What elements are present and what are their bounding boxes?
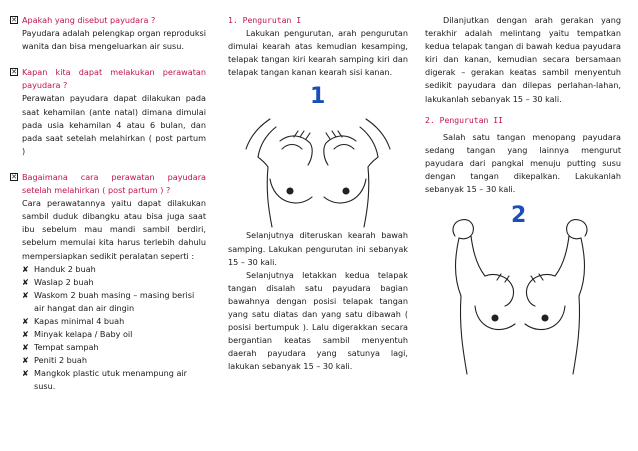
- column-2: [228, 14, 408, 374]
- massage-illustration-2: [425, 196, 621, 376]
- figure-number: 2: [511, 203, 527, 229]
- question-1: [10, 14, 206, 27]
- paragraph: Selanjutnya diteruskan kearah bawah samping. Lakukan pengurutan ini sebanyak 15 – 30 kali.: [228, 230, 408, 267]
- paragraph: Salah satu tangan menopang payudara sedang tangan yang lainnya mengurut payudara dari pangkal menuju putting susu dengan tangan dikepalkan. Lakukanlah sebanyak 15 – 30 kali.: [425, 131, 621, 195]
- list-item: ✘ Peniti 2 buah: [22, 354, 206, 367]
- answer-1: Payudara adalah pelengkap organ reproduksi wanita dan bisa mengeluarkan air susu.: [22, 28, 206, 52]
- cross-bullet-icon: ✘: [22, 329, 29, 340]
- cross-bullet-icon: ✘: [22, 355, 29, 366]
- figure-number: 1: [310, 84, 326, 110]
- question-2: [10, 66, 206, 92]
- list-item: ✘ Waslap 2 buah: [22, 276, 206, 289]
- cross-bullet-icon: ✘: [22, 315, 29, 326]
- section-heading-2: 2. Pengurutan II: [425, 114, 503, 125]
- section-heading-1: 1. Pengurutan I: [228, 15, 302, 25]
- checkbox-icon: ✕: [11, 68, 17, 77]
- cross-bullet-icon: ✘: [22, 342, 29, 353]
- cross-bullet-icon: ✘: [22, 289, 29, 300]
- column-1: [10, 14, 206, 394]
- list-item: ✘ Handuk 2 buah: [22, 263, 206, 276]
- checkbox-icon: ✕: [11, 16, 17, 24]
- massage-illustration-1: [228, 79, 408, 229]
- list-item: ✘ Minyak kelapa / Baby oil: [22, 328, 206, 341]
- list-item: ✘ Kapas minimal 4 buah: [22, 315, 206, 328]
- cross-bullet-icon: ✘: [22, 368, 29, 379]
- question-2-text: Kapan kita dapat melakukan perawatan payudara ?: [22, 67, 206, 91]
- paragraph: Selanjutnya letakkan kedua telapak tangan disalah satu payudara bagian bawahnya dengan posisi telapak tangan yang satu diatas dan yang satu dibawah ( posisi bertumpuk ). Lalu digerakkan secara bergantian keatas sambil menyentuh daerah payudara yang satunya lagi, lakukan sebanyak 15 – 30 kali.: [228, 269, 408, 372]
- cross-bullet-icon: ✘: [22, 276, 29, 287]
- question-1-text: Apakah yang disebut payudara ?: [22, 15, 156, 25]
- list-item: ✘ Waskom 2 buah masing – masing berisi air hangat dan air dingin: [22, 289, 195, 313]
- column-3: [425, 14, 621, 376]
- equipment-list: [10, 263, 206, 394]
- answer-2: Perawatan payudara dapat dilakukan pada saat kehamilan (ante natal) dimana dimulai pada usia kehamilan 4 atau 6 bulan, dan pada saat setelah melahirkan ( post partum ): [22, 93, 206, 156]
- question-3-text: Bagaimana cara perawatan payudara setelah melahirkan ( post partum ) ?: [22, 171, 206, 196]
- checkbox-icon: ✕: [11, 172, 17, 181]
- answer-3: Cara perawatannya yaitu dapat dilakukan sambil duduk dibangku atau bisa juga saat ibu sebelum mau mandi sambil berdiri, sebelum memulai kita harus terlebih dahulu mempersiapkan sedikit peralatan seperti :: [22, 198, 206, 261]
- list-item: ✘ Tempat sampah: [22, 341, 206, 354]
- list-item: ✘ Mangkok plastic utuk menampung air susu.: [22, 368, 188, 392]
- question-3: [10, 171, 206, 197]
- cross-bullet-icon: ✘: [22, 263, 29, 274]
- paragraph: Lakukan pengurutan, arah pengurutan dimulai kearah atas kemudian kesamping, telapak tangan kiri kearah samping kiri dan telapak tangan kanan kearah sisi kanan.: [228, 28, 408, 78]
- paragraph: Dilanjutkan dengan arah gerakan yang terakhir adalah melintang yaitu tempatkan kedua telapak tangan di bawah kedua payudara kiri dan kanan, kemudian secara bersamaan digerak – gerakan keatas sambil menyentuh sedikit payudara dan dilepas perlahan-lahan, lakukanlah sebanyak 15 – 30 kali.: [425, 15, 621, 104]
